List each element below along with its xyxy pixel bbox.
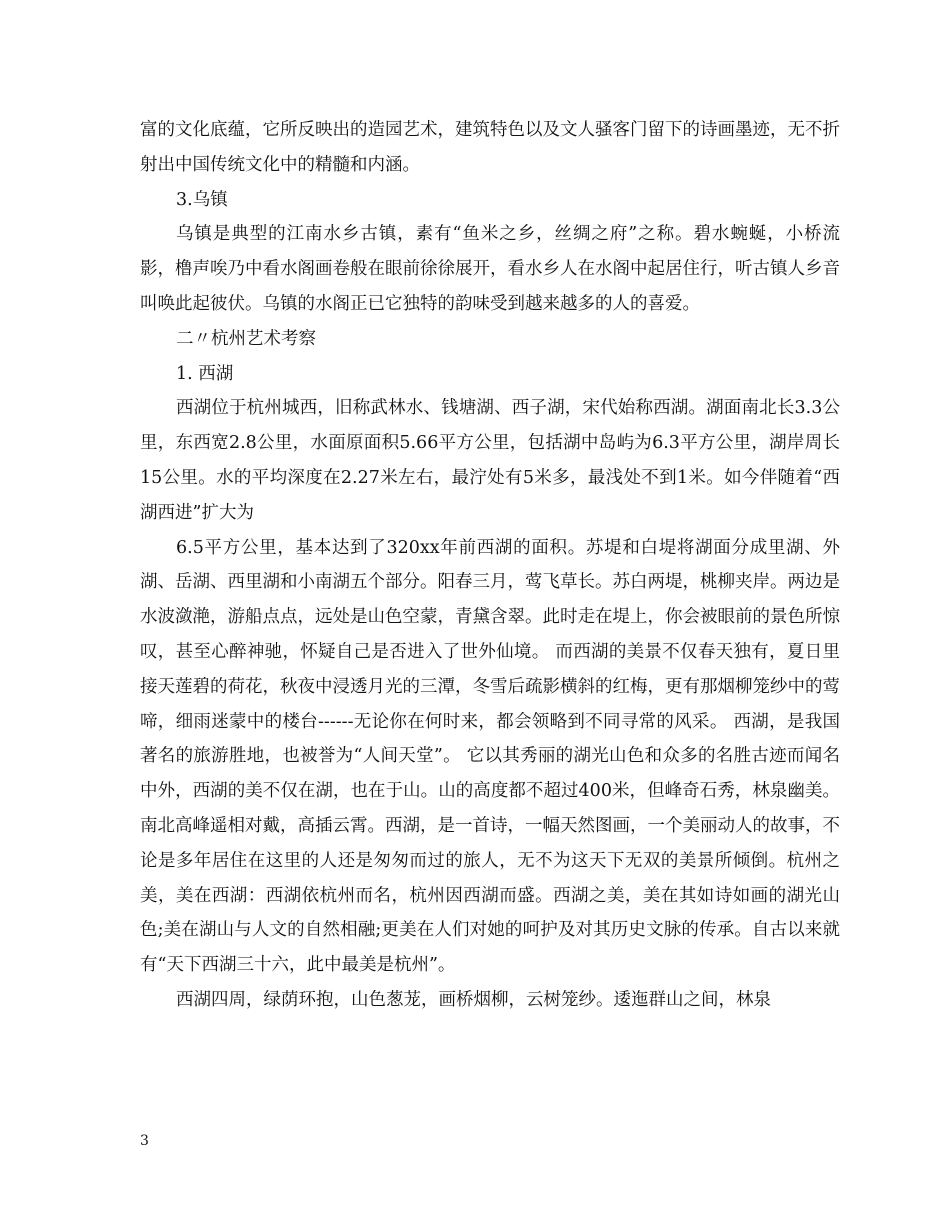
section-heading-wuzhen: 3.乌镇 bbox=[176, 189, 228, 210]
paragraph-west-lake-surroundings: 西湖四周，绿荫环抱，山色葱茏，画桥烟柳，云树笼纱。逶迤群山之间，林泉 bbox=[176, 989, 771, 1010]
document-body bbox=[140, 113, 840, 1018]
paragraph-wuzhen: 乌镇是典型的江南水乡古镇，素有“鱼米之乡，丝绸之府”之称。碧水蜿蜒，小桥流影，橹声唉乃中看水阁画卷般在眼前徐徐展开，看水乡人在水阁中起居住行，听古镇人乡音叫唤此起彼伏。乌镇的水阁正已它独特的韵味受到越来越多的人的喜爱。 bbox=[140, 224, 840, 314]
paragraph-west-lake-scenery: 6.5平方公里，基本达到了320xx年前西湖的面积。苏堤和白堤将湖面分成里湖、外湖、岳湖、西里湖和小南湖五个部分。阳春三月，莺飞草长。苏白两堤，桃柳夹岸。两边是水波潋滟，游船点点，远处是山色空蒙，青黛含翠。此时走在堤上，你会被眼前的景色所惊叹，甚至心醉神驰，怀疑自己是否进入了世外仙境。 而西湖的美景不仅春天独有，夏日里接天莲碧的荷花，秋夜中浸透月光的三潭，冬雪后疏影横斜的红梅，更有那烟柳笼纱中的莺啼，细雨迷蒙中的楼台------无论你在何时来，都会领略到不同寻常的风采。 西湖，是我国著名的旅游胜地，也被誉为“人间天堂”。 它以其秀丽的湖光山色和众多的名胜古迹而闻名中外，西湖的美不仅在湖，也在于山。山的高度都不超过400米，但峰奇石秀，林泉幽美。南北高峰遥相对戴，高插云霄。西湖，是一首诗，一幅天然图画，一个美丽动人的故事，不论是多年居住在这里的人还是匆匆而过的旅人，无不为这天下无双的美景所倾倒。杭州之美，美在西湖：西湖依杭州而名，杭州因西湖而盛。西湖之美，美在其如诗如画的湖光山色;美在湖山与人文的自然相融;更美在人们对她的呵护及对其历史文脉的传承。自古以来就有“天下西湖三十六，此中最美是杭州”。 bbox=[140, 537, 840, 976]
paragraph-continuation: 富的文化底蕴，它所反映出的造园艺术，建筑特色以及文人骚客门留下的诗画墨迹，无不折射出中国传统文化中的精髓和内涵。 bbox=[140, 120, 840, 175]
page-number: 3 bbox=[140, 1133, 149, 1149]
section-heading-west-lake: 1. 西湖 bbox=[176, 363, 234, 384]
section-heading-hangzhou: 二〃杭州艺术考察 bbox=[176, 328, 316, 349]
paragraph-west-lake-intro: 西湖位于杭州城西，旧称武林水、钱塘湖、西子湖，宋代始称西湖。湖面南北长3.3公里，东西宽2.8公里，水面原面积5.66平方公里，包括湖中岛屿为6.3平方公里，湖岸周长15公里。水的平均深度在2.27米左右，最泞处有5米多，最浅处不到1米。如今伴随着“西湖西进”扩大为 bbox=[140, 398, 840, 523]
